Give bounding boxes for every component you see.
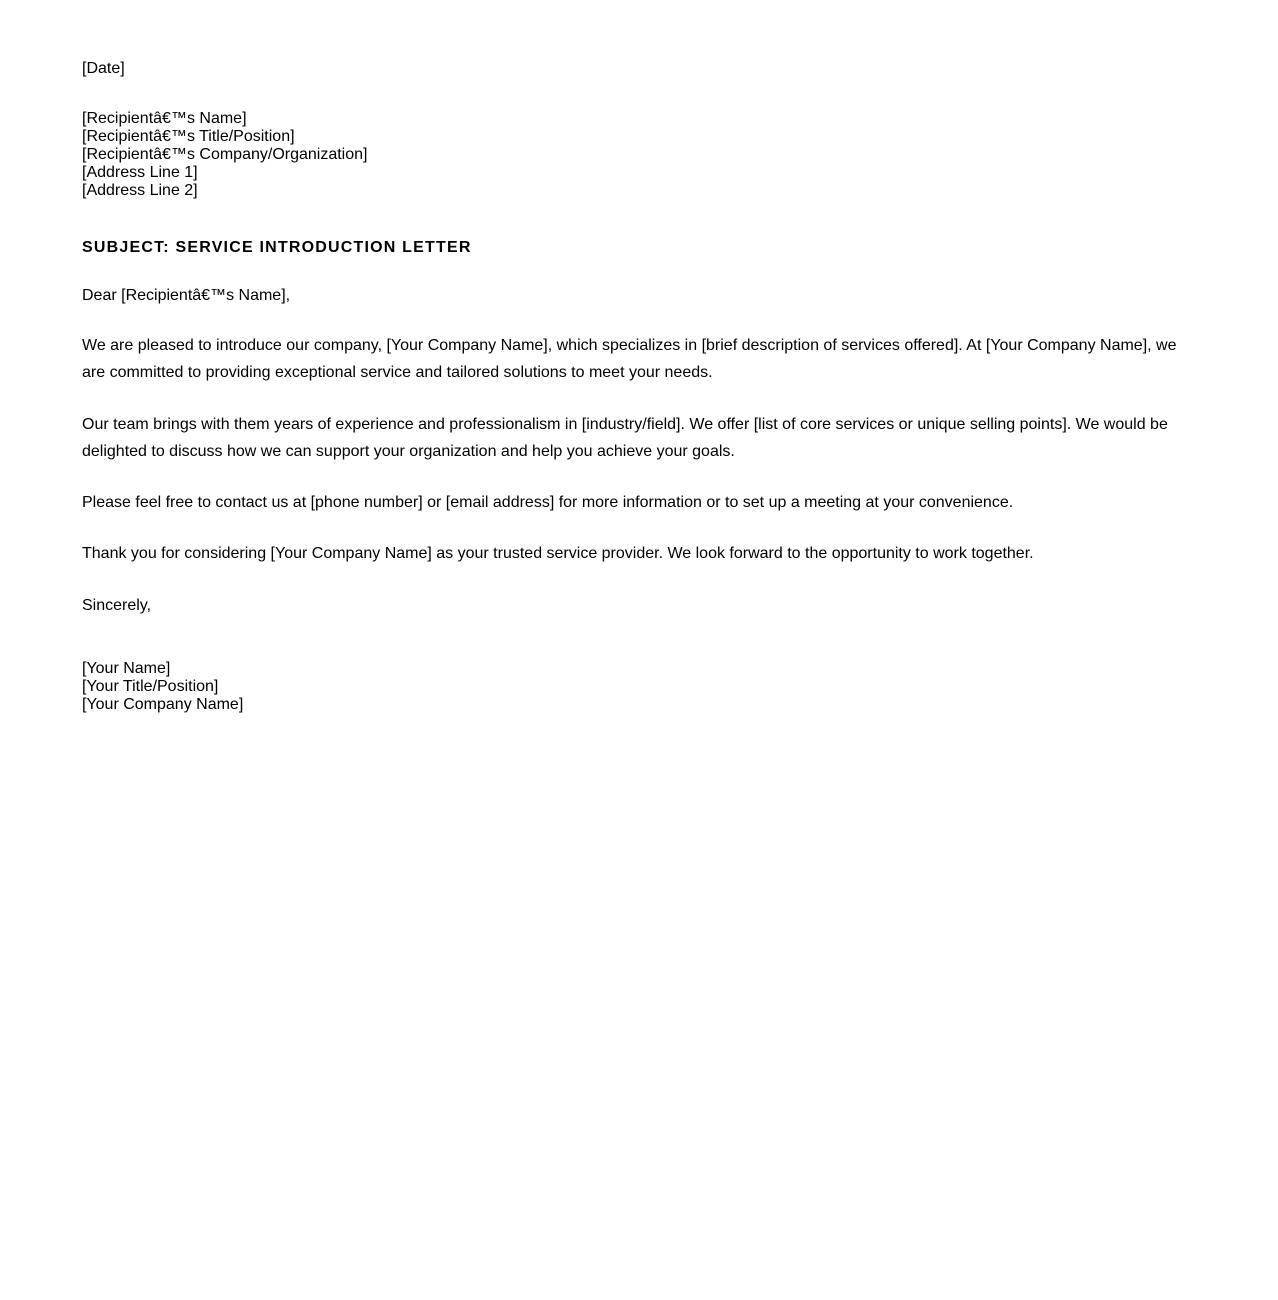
closing: Sincerely, xyxy=(82,597,152,614)
sender-title: [Your Title/Position] xyxy=(82,678,219,695)
signature-block xyxy=(82,660,243,714)
sender-name: [Your Name] xyxy=(82,660,171,677)
sender-company: [Your Company Name] xyxy=(82,696,244,713)
subject-heading: SUBJECT: SERVICE INTRODUCTION LETTER xyxy=(82,239,472,256)
salutation: Dear [Recipientâ€™s Name], xyxy=(82,287,291,304)
recipient-title: [Recipientâ€™s Title/Position] xyxy=(82,128,295,145)
body-paragraph-3: Please feel free to contact us at [phone number] or [email address] for more information or to set up a meeting at your convenience. xyxy=(82,494,1014,511)
recipient-company: [Recipientâ€™s Company/Organization] xyxy=(82,146,368,163)
recipient-name: [Recipientâ€™s Name] xyxy=(82,110,247,127)
body-paragraph-2: Our team brings with them years of experience and professionalism in [industry/field]. We offer [list of core services or unique selling points]. We would be delighted to discuss how we can support your organization and help you achieve your goals. xyxy=(82,416,1168,460)
address-line-1: [Address Line 1] xyxy=(82,164,198,181)
body-paragraph-4: Thank you for considering [Your Company Name] as your trusted service provider. We look forward to the opportunity to work together. xyxy=(82,545,1034,562)
recipient-block xyxy=(82,110,367,200)
body-paragraph-1: We are pleased to introduce our company, [Your Company Name], which specializes in [brief description of services offered]. At [Your Company Name], we are committed to providing exceptional service and tailored solutions to meet your needs. xyxy=(82,337,1177,381)
address-line-2: [Address Line 2] xyxy=(82,182,198,199)
date: [Date] xyxy=(82,60,125,77)
